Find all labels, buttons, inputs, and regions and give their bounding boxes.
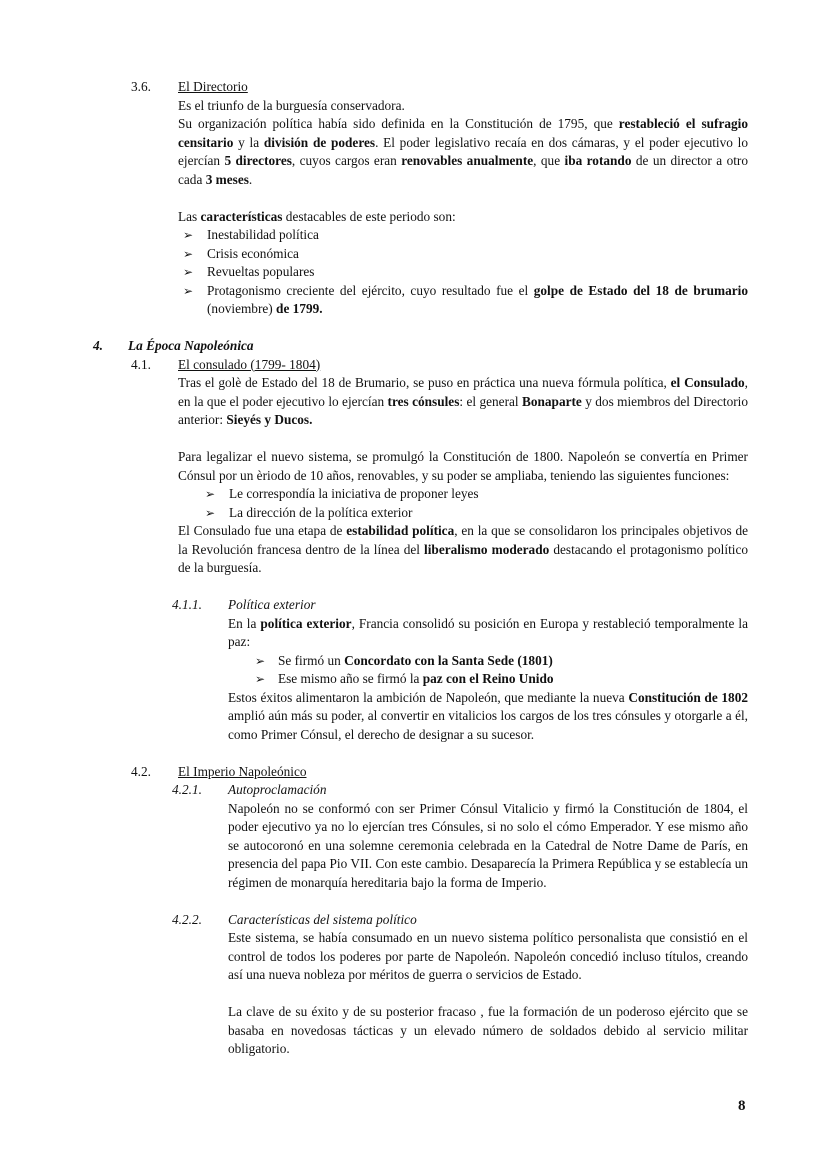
bold-text: estabilidad política [346, 523, 455, 538]
bold-text: el Consulado [670, 375, 745, 390]
list-item [0, 652, 828, 671]
section-number: 4.1. [131, 356, 151, 372]
list-item-text [229, 504, 748, 523]
text: Para legalizar el nuevo sistema, se promulgó la Constitución de 1800. Napoleón se convertía en Primer Cónsul por un èriodo de 10 años, renovables, y su poder se ampliaba, teniendo las siguientes funciones: [178, 449, 748, 483]
bold-text: 3 meses [205, 171, 249, 187]
text: amplió aún más su poder, al convertir en vitalicios los cargos de los tres cónsules y otorgarle a él, como Primer Cónsul, el derecho de designar a su sucesor. [228, 708, 748, 742]
subsection-heading-4-2-2 [0, 911, 828, 930]
paragraph [178, 448, 748, 485]
bullet-list [0, 485, 828, 522]
text: . El poder legislativo recaía en dos cámaras, y el poder ejecutivo lo ejercían [178, 134, 748, 168]
bold-text: iba rotando [564, 153, 632, 168]
subsection-title: Características del sistema político [228, 911, 417, 927]
text: , Francia consolidó su posición en Europa y restableció temporalmente la paz: [228, 615, 749, 649]
list-item-text [207, 263, 748, 282]
subsection-title: Política exterior [228, 597, 316, 612]
list-item [0, 226, 828, 245]
bold-text: golpe de Estado del 18 de brumario [533, 282, 748, 298]
text: y dos miembros del Directorio anterior: [178, 393, 749, 427]
list-item-text [207, 245, 748, 264]
text: . [248, 171, 253, 187]
text: La clave de su éxito y de su posterior fracaso , fue la formación de un poderoso ejército que se basaba en novedosas tácticas y un elevado número de soldados debido al servicio militar obligatorio. [228, 1004, 748, 1056]
text: , en la que se consolidaron los principales objetivos de la Revolución francesa dentro de la línea del [178, 523, 749, 557]
list-item-text [229, 485, 748, 504]
bold-text: tres cónsules [387, 393, 460, 409]
subsection-number: 4.2.2. [172, 911, 202, 927]
arrow-bullet-icon: ➢ [255, 653, 266, 668]
text: En la [228, 615, 261, 631]
list-item-text [207, 282, 748, 319]
list-item-text [278, 652, 748, 671]
list-item-text [207, 226, 748, 245]
section-number: 3.6. [131, 79, 151, 94]
section-title: El Imperio Napoleónico [178, 763, 307, 779]
document-page [0, 78, 828, 1059]
arrow-bullet-icon: ➢ [205, 505, 216, 520]
bold-text: renovables anualmente [401, 153, 534, 168]
bold-text: características [200, 208, 283, 224]
text: Le correspondía la iniciativa de proponer leyes [229, 486, 479, 501]
text: Napoleón no se conformó con ser Primer Cónsul Vitalicio y firmó la Constitución de 1804, el poder ejecutivo ya no lo ejercían tres Cónsules, si no solo el cómo Emperador. Y ese mismo año se autocoronó en una solemne ceremonia celebrada en la Catedral de Notre Dame de París, en presencia del papa Pio VII. Con este cambio. Desaparecía la Primera República y se establecía un régimen de monarquía hereditaria bajo la forma de Imperio. [228, 800, 748, 890]
text: Se firmó un [278, 652, 345, 668]
list-item [0, 263, 828, 282]
text: , en la que el poder ejecutivo lo ejercían [178, 375, 748, 409]
list-item [0, 504, 828, 523]
text: Su organización política había sido definida en la Constitución de 1795, que [178, 116, 619, 131]
section-heading-4-1 [0, 356, 828, 375]
bold-text: de 1799. [276, 301, 323, 316]
text: Inestabilidad política [207, 227, 319, 242]
paragraph [178, 374, 748, 430]
text: Este sistema, se había consumado en un nuevo sistema político personalista que consistió en el control de todos los poderes por parte de Napoleón. Napoleón concedió incluso títulos, creando así una nueva nobleza por méritos de guerra o servicios de Estado. [228, 930, 748, 982]
bold-text: división de poderes [263, 134, 376, 150]
bold-text: Sieyés y Ducos. [226, 412, 313, 427]
bold-text: paz con el Reino Unido [422, 671, 554, 686]
bullet-list [0, 652, 828, 689]
text: destacando el protagonismo político de la burguesía. [178, 541, 749, 575]
text: de un director a otro cada [178, 153, 748, 187]
list-item [0, 282, 828, 319]
text: y la [233, 134, 264, 150]
bold-text: política exterior [260, 615, 352, 631]
bold-text: Constitución de 1802 [628, 689, 748, 705]
arrow-bullet-icon: ➢ [183, 228, 194, 242]
chapter-heading-4 [0, 337, 828, 356]
text: El Consulado fue una etapa de [178, 523, 347, 538]
arrow-bullet-icon: ➢ [183, 265, 194, 279]
subsection-number: 4.1.1. [172, 597, 202, 612]
chapter-number: 4. [93, 338, 103, 353]
subsection-heading-4-1-1 [0, 596, 828, 615]
paragraph [228, 929, 748, 985]
arrow-bullet-icon: ➢ [205, 487, 216, 501]
text: Ese mismo año se firmó la [278, 671, 423, 686]
paragraph [228, 689, 748, 745]
bold-text: restableció el sufragio censitario [178, 116, 748, 150]
chapter-title: La Época Napoleónica [128, 338, 254, 353]
paragraph [228, 615, 748, 652]
text: , cuyos cargos eran [291, 153, 402, 168]
text: Tras el golè de Estado del 18 de Brumario, se puso en práctica una nueva fórmula política, [178, 375, 671, 390]
text: Revueltas populares [207, 264, 315, 279]
text: : el general [459, 393, 522, 409]
text: destacables de este periodo son: [282, 208, 456, 224]
paragraph [178, 97, 748, 116]
bold-text: Concordato con la Santa Sede (1801) [344, 652, 553, 668]
section-number: 4.2. [131, 763, 151, 779]
bullet-list [0, 226, 828, 319]
paragraph [178, 115, 748, 189]
bold-text: liberalismo moderado [424, 541, 550, 557]
text: Protagonismo creciente del ejército, cuyo resultado fue el [207, 282, 534, 298]
text: Estos éxitos alimentaron la ambición de Napoleón, que mediante la nueva [228, 689, 629, 705]
text: Las [178, 208, 201, 224]
paragraph [228, 800, 748, 893]
subsection-title: Autoproclamación [228, 782, 327, 797]
paragraph [178, 208, 748, 227]
bold-text: 5 directores [224, 153, 292, 168]
list-item [0, 245, 828, 264]
text: Crisis económica [207, 245, 299, 261]
text: Es el triunfo de la burguesía conservadora. [178, 97, 405, 113]
section-heading-4-2 [0, 763, 828, 782]
subsection-heading-4-2-1 [0, 781, 828, 800]
section-heading-3-6 [0, 78, 828, 97]
arrow-bullet-icon: ➢ [183, 283, 194, 298]
section-title: El Directorio [178, 79, 248, 94]
list-item [0, 485, 828, 504]
subsection-number: 4.2.1. [172, 782, 202, 797]
text: , que [533, 153, 565, 168]
bold-text: Bonaparte [522, 393, 582, 409]
arrow-bullet-icon: ➢ [183, 246, 194, 261]
text: (noviembre) [207, 301, 277, 316]
list-item-text [278, 670, 748, 689]
paragraph [228, 1003, 748, 1059]
text: La dirección de la política exterior [229, 504, 413, 520]
section-title: El consulado (1799- 1804) [178, 356, 321, 372]
paragraph [178, 522, 748, 578]
arrow-bullet-icon: ➢ [255, 672, 266, 686]
list-item [0, 670, 828, 689]
page-number: 8 [738, 1098, 746, 1114]
